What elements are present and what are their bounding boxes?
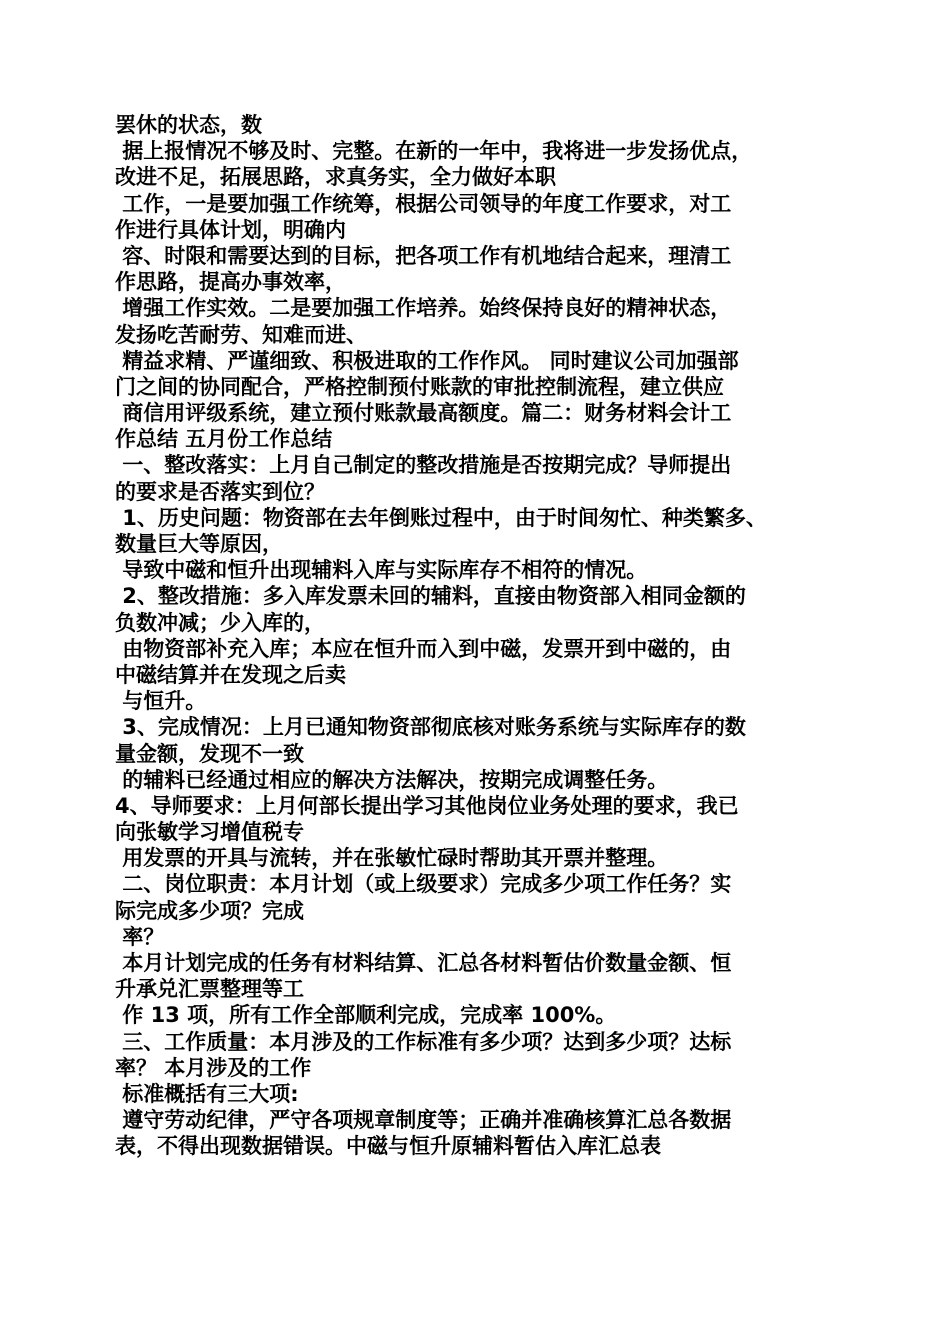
text-line: 据上报情况不够及时、完整。在新的一年中，我将进一步发扬优点， bbox=[115, 139, 753, 164]
text-line: 增强工作实效。二是要加强工作培养。始终保持良好的精神状态， bbox=[115, 296, 732, 321]
text-line: 标准概括有三大项: bbox=[115, 1081, 299, 1106]
text-line: 向张敏学习增值税专 bbox=[115, 820, 304, 845]
text-line: 作思路，提高办事效率， bbox=[115, 270, 346, 295]
text-line: 际完成多少项？完成 bbox=[115, 898, 304, 923]
text-line: 4、导师要求：上月何部长提出学习其他岗位业务处理的要求，我已 bbox=[115, 793, 739, 818]
text-line: 作总结 五月份工作总结 bbox=[115, 427, 333, 452]
text-line: 容、时限和需要达到的目标，把各项工作有机地结合起来，理清工 bbox=[115, 243, 732, 268]
text-line: 量金额，发现不一致 bbox=[115, 741, 304, 766]
text-line: 门之间的协同配合，严格控制预付账款的审批控制流程，建立供应 bbox=[115, 374, 724, 399]
text-line: 商信用评级系统，建立预付账款最高额度。篇二：财务材料会计工 bbox=[115, 401, 732, 426]
text-line: 数量巨大等原因， bbox=[115, 532, 283, 556]
text-line: 负数冲减；少入库的， bbox=[115, 610, 325, 635]
text-line: 1、历史问题：物资部在去年倒账过程中，由于时间匆忙、种类繁多、 bbox=[115, 505, 767, 530]
text-line: 遵守劳动纪律，严守各项规章制度等；正确并准确核算汇总各数据 bbox=[115, 1108, 732, 1133]
text-line: 的辅料已经通过相应的解决方法解决，按期完成调整任务。 bbox=[115, 767, 669, 792]
text-line: 罢休的状态，数 bbox=[115, 113, 262, 137]
text-line: 3、完成情况：上月已通知物资部彻底核对账务系统与实际库存的数 bbox=[115, 715, 746, 740]
text-line: 改进不足，拓展思路，求真务实，全力做好本职 bbox=[115, 165, 556, 190]
text-line: 作 13 项，所有工作全部顺利完成，完成率 100%。 bbox=[115, 1003, 617, 1028]
text-line: 升承兑汇票整理等工 bbox=[115, 977, 304, 1002]
text-line: 一、整改落实：上月自己制定的整改措施是否按期完成？导师提出 bbox=[115, 453, 732, 478]
text-line: 2、整改措施：多入库发票未回的辅料，直接由物资部入相同金额的 bbox=[115, 584, 746, 609]
text-line: 率？ 本月涉及的工作 bbox=[115, 1055, 312, 1080]
text-line: 发扬吃苦耐劳、知难而进、 bbox=[115, 322, 367, 347]
text-line: 由物资部补充入库；本应在恒升而入到中磁，发票开到中磁的，由 bbox=[115, 636, 732, 661]
document-page bbox=[115, 112, 845, 1160]
text-line: 三、工作质量：本月涉及的工作标准有多少项？达到多少项？达标 bbox=[115, 1029, 732, 1054]
text-line: 二、岗位职责：本月计划（或上级要求）完成多少项工作任务？实 bbox=[115, 872, 732, 897]
text-line: 导致中磁和恒升出现辅料入库与实际库存不相符的情况。 bbox=[115, 558, 648, 583]
text-line: 与恒升。 bbox=[115, 689, 207, 714]
text-line: 的要求是否落实到位？ bbox=[115, 479, 325, 504]
text-line: 作进行具体计划，明确内 bbox=[115, 217, 346, 242]
text-line: 本月计划完成的任务有材料结算、汇总各材料暂估价数量金额、恒 bbox=[115, 951, 732, 975]
text-line: 表，不得出现数据错误。中磁与恒升原辅料暂估入库汇总表 bbox=[115, 1134, 661, 1159]
text-line: 率？ bbox=[115, 924, 165, 949]
text-line: 精益求精、严谨细致、积极进取的工作作风。 同时建议公司加强部 bbox=[115, 348, 739, 373]
text-line: 中磁结算并在发现之后卖 bbox=[115, 662, 346, 687]
text-line: 用发票的开具与流转，并在张敏忙碌时帮助其开票并整理。 bbox=[115, 846, 669, 871]
text-line: 工作，一是要加强工作统筹，根据公司领导的年度工作要求，对工 bbox=[115, 191, 732, 216]
